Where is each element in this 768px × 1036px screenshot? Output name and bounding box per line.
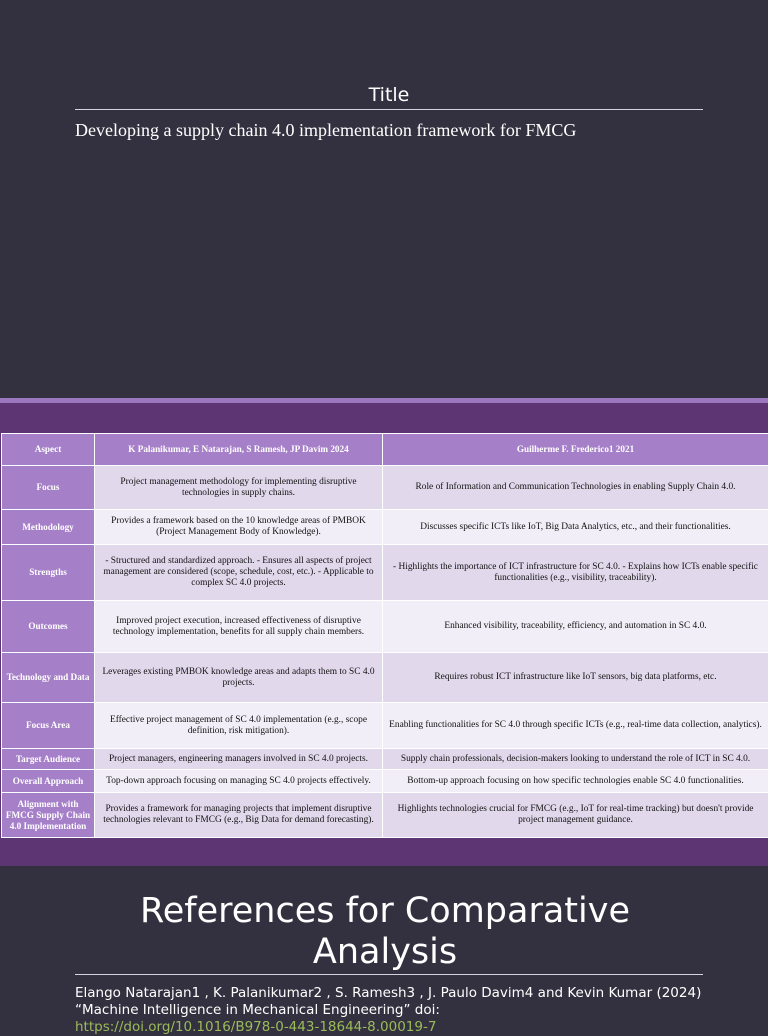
row-aspect: Technology and Data — [2, 653, 95, 703]
row-value-frederico: Supply chain professionals, decision-makers looking to understand the role of ICT in SC 4.0. — [383, 749, 768, 770]
references-divider — [75, 974, 703, 975]
row-value-frederico: Highlights technologies crucial for FMCG (e.g., IoT for real-time tracking) but doesn't provide project management guidance. — [383, 793, 768, 838]
table-row — [2, 510, 768, 545]
row-aspect: Outcomes — [2, 601, 95, 653]
slide-title — [0, 0, 768, 398]
row-value-palanikumar: Improved project execution, increased effectiveness of disruptive technology implementation, benefits for all supply chain members. — [95, 601, 383, 653]
row-aspect: Strengths — [2, 545, 95, 601]
table-row — [2, 653, 768, 703]
table-row — [2, 466, 768, 510]
row-value-frederico: Bottom-up approach focusing on how specific technologies enable SC 4.0 functionalities. — [383, 770, 768, 793]
row-value-palanikumar: - Structured and standardized approach. - Ensures all aspects of project management are considered (scope, schedule, cost, etc.). - Applicable to complex SC 4.0 projects. — [95, 545, 383, 601]
table-row — [2, 749, 768, 770]
slide-references — [0, 866, 768, 1024]
row-value-frederico: Discusses specific ICTs like IoT, Big Data Analytics, etc., and their functionalities. — [383, 510, 768, 545]
slide-heading: Title — [75, 82, 703, 108]
table-row — [2, 601, 768, 653]
table-row — [2, 545, 768, 601]
slide-subtitle: Developing a supply chain 4.0 implementation framework for FMCG — [75, 118, 715, 142]
table-row — [2, 793, 768, 838]
table-row — [2, 770, 768, 793]
row-value-palanikumar: Provides a framework based on the 10 knowledge areas of PMBOK (Project Management Body of Knowledge). — [95, 510, 383, 545]
row-value-palanikumar: Project managers, engineering managers involved in SC 4.0 projects. — [95, 749, 383, 770]
row-aspect: Focus — [2, 466, 95, 510]
row-aspect: Focus Area — [2, 703, 95, 749]
references-heading: References for Comparative Analysis — [75, 891, 695, 973]
row-aspect: Methodology — [2, 510, 95, 545]
slide-accent-bar — [0, 398, 768, 403]
header-palanikumar: K Palanikumar, E Natarajan, S Ramesh, JP Davim 2024 — [95, 434, 383, 466]
row-aspect: Target Audience — [2, 749, 95, 770]
table-header-row — [2, 434, 768, 466]
header-aspect: Aspect — [2, 434, 95, 466]
reference-title: “Machine Intelligence in Mechanical Engineering” doi: — [75, 1002, 715, 1019]
row-value-palanikumar: Project management methodology for implementing disruptive technologies in supply chains. — [95, 466, 383, 510]
reference-authors: Elango Natarajan1 , K. Palanikumar2 , S. Ramesh3 , J. Paulo Davim4 and Kevin Kumar (2024) — [75, 985, 715, 1002]
row-aspect: Overall Approach — [2, 770, 95, 793]
row-value-frederico: Requires robust ICT infrastructure like IoT sensors, big data platforms, etc. — [383, 653, 768, 703]
row-value-palanikumar: Provides a framework for managing projects that implement disruptive technologies relevant to FMCG (e.g., Big Data for demand forecasting). — [95, 793, 383, 838]
comparison-table — [1, 433, 768, 838]
row-value-frederico: Enhanced visibility, traceability, efficiency, and automation in SC 4.0. — [383, 601, 768, 653]
header-frederico: Guilherme F. Frederico1 2021 — [383, 434, 768, 466]
row-value-palanikumar: Leverages existing PMBOK knowledge areas and adapts them to SC 4.0 projects. — [95, 653, 383, 703]
reference-entry — [75, 985, 715, 1036]
row-value-frederico: Enabling functionalities for SC 4.0 through specific ICTs (e.g., real-time data collection, analytics). — [383, 703, 768, 749]
row-value-palanikumar: Top-down approach focusing on managing SC 4.0 projects effectively. — [95, 770, 383, 793]
table-row — [2, 703, 768, 749]
reference-doi-link[interactable]: https://doi.org/10.1016/B978-0-443-18644-8.00019-7 — [75, 1019, 715, 1036]
row-aspect: Alignment with FMCG Supply Chain 4.0 Implementation — [2, 793, 95, 838]
slide-comparison-table — [0, 398, 768, 866]
heading-divider — [75, 109, 703, 110]
row-value-frederico: Role of Information and Communication Technologies in enabling Supply Chain 4.0. — [383, 466, 768, 510]
row-value-frederico: - Highlights the importance of ICT infrastructure for SC 4.0. - Explains how ICTs enable specific functionalities (e.g., visibility, traceability). — [383, 545, 768, 601]
row-value-palanikumar: Effective project management of SC 4.0 implementation (e.g., scope definition, risk mitigation). — [95, 703, 383, 749]
